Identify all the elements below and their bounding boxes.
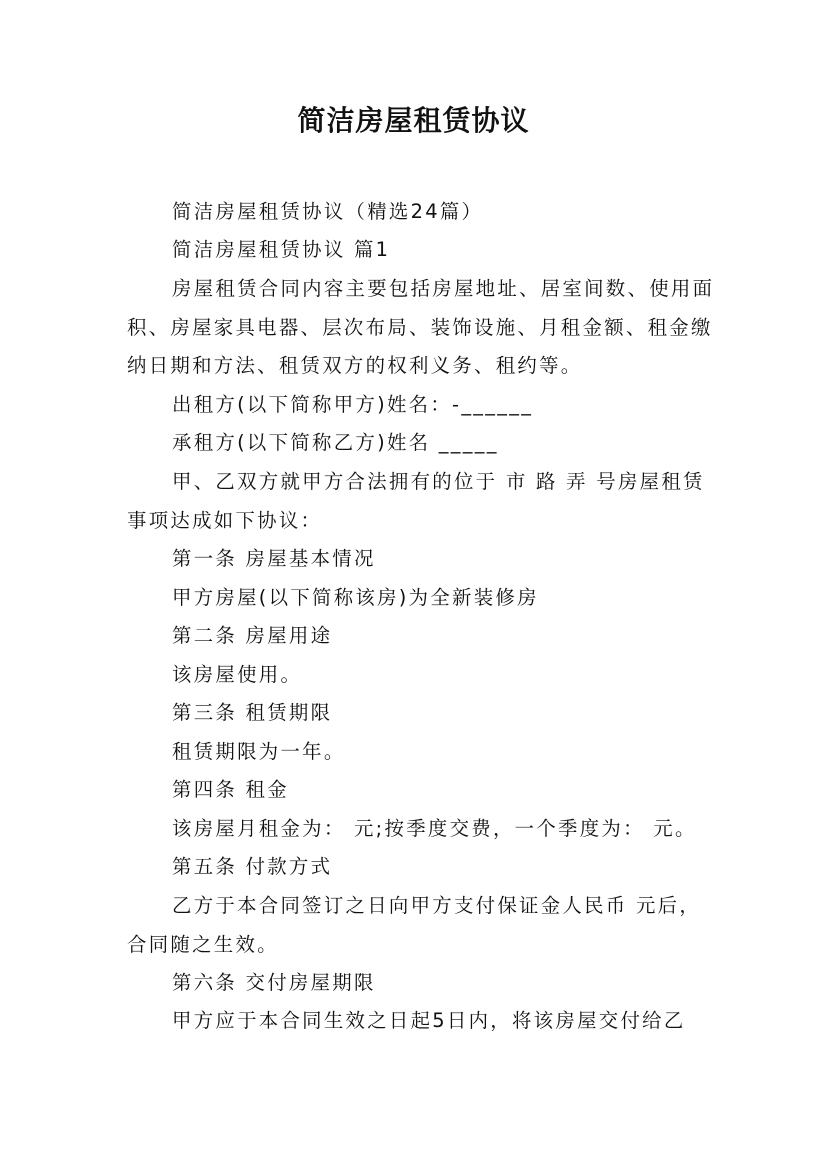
- paragraph-lessor: 出租方(以下简称甲方)姓名：-______: [172, 393, 534, 416]
- article-6-body: 甲方应于本合同生效之日起5日内，将该房屋交付给乙: [172, 1009, 686, 1032]
- article-2-heading: 第二条 房屋用途: [172, 624, 333, 647]
- article-5-body: 乙方于本合同签订之日向甲方支付保证金人民币 元后，合同随之生效。: [127, 894, 702, 956]
- document-title: 简洁房屋租赁协议: [297, 104, 530, 137]
- article-3-body: 租赁期限为一年。: [172, 740, 346, 763]
- article-2-body: 该房屋使用。: [172, 663, 303, 686]
- article-5-heading: 第五条 付款方式: [172, 855, 333, 878]
- article-1-body: 甲方房屋(以下简称该房)为全新装修房: [172, 586, 539, 609]
- paragraph-subtitle: 简洁房屋租赁协议（精选24篇）: [172, 200, 484, 223]
- article-4-heading: 第四条 租金: [172, 778, 289, 801]
- paragraph-agreement: 甲、乙双方就甲方合法拥有的位于 市 路 弄 号房屋租赁事项达成如下协议：: [127, 470, 705, 532]
- article-6-heading: 第六条 交付房屋期限: [172, 971, 376, 994]
- article-1-heading: 第一条 房屋基本情况: [172, 547, 376, 570]
- paragraph-intro: 房屋租赁合同内容主要包括房屋地址、居室间数、使用面积、房屋家具电器、层次布局、装饰设施、月租金额、租金缴纳日期和方法、租赁双方的权利义务、租约等。: [127, 277, 715, 377]
- paragraph-section-heading: 简洁房屋租赁协议 篇1: [172, 238, 391, 261]
- article-4-body: 该房屋月租金为： 元;按季度交费，一个季度为： 元。: [172, 817, 697, 840]
- paragraph-lessee: 承租方(以下简称乙方)姓名 _____: [172, 431, 499, 454]
- article-3-heading: 第三条 租赁期限: [172, 701, 333, 724]
